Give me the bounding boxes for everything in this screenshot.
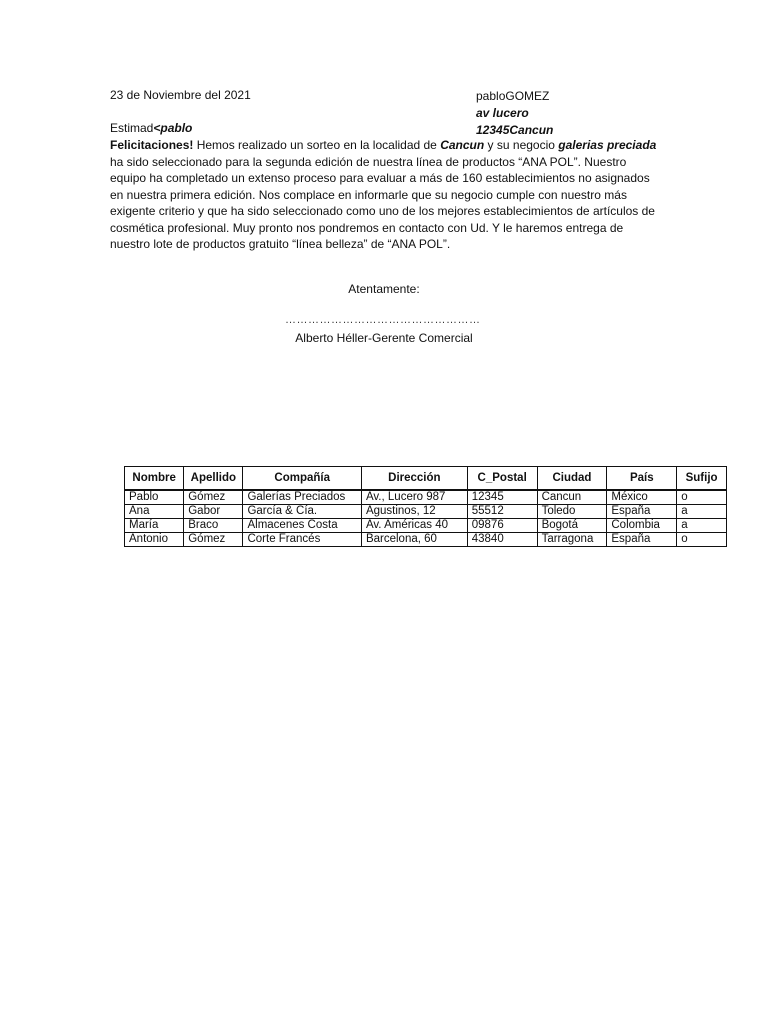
body-text-3: ha sido seleccionado para la segunda edición de nuestra línea de productos “ANA POL”. Nuestro equipo ha completado un extenso proceso para evaluar a más de 160 establecimientos no asignados en nuestra primera edición. Nos complace en informarle que su negocio cumple con nuestro más exigente criterio y que ha sido seleccionado como uno de los mejores establecimientos de artículos de cosmética profesional. Muy pronto nos pondremos en contacto con Ud. Y le haremos entrega de nuestro lote de productos gratuito “línea belleza” de “ANA POL”. xyxy=(110,154,655,251)
cell-compania: Almacenes Costa xyxy=(243,519,361,533)
cell-sufijo: o xyxy=(677,490,727,505)
header-pais: País xyxy=(607,467,677,491)
greeting xyxy=(110,121,192,135)
cell-c-postal: 09876 xyxy=(467,519,537,533)
header-c-postal: C_Postal xyxy=(467,467,537,491)
cell-nombre: Antonio xyxy=(125,533,184,547)
cell-sufijo: o xyxy=(677,533,727,547)
header-sufijo: Sufijo xyxy=(677,467,727,491)
body-text-2: y su negocio xyxy=(484,138,559,152)
cell-ciudad: Toledo xyxy=(537,505,607,519)
letter-body xyxy=(110,137,660,253)
cell-nombre: Ana xyxy=(125,505,184,519)
body-business: galerias preciada xyxy=(558,138,657,152)
data-table xyxy=(124,466,727,547)
cell-direccion: Barcelona, 60 xyxy=(361,533,467,547)
cell-direccion: Agustinos, 12 xyxy=(361,505,467,519)
letter-date: 23 de Noviembre del 2021 xyxy=(110,88,251,102)
table-row xyxy=(125,505,727,519)
cell-nombre: Pablo xyxy=(125,490,184,505)
cell-direccion: Av., Lucero 987 xyxy=(361,490,467,505)
recipient-address xyxy=(476,88,553,139)
cell-compania: Galerías Preciados xyxy=(243,490,361,505)
table-row xyxy=(125,533,727,547)
cell-apellido: Gómez xyxy=(184,533,243,547)
cell-pais: España xyxy=(607,533,677,547)
header-ciudad: Ciudad xyxy=(537,467,607,491)
greeting-prefix: Estimad xyxy=(110,121,154,135)
body-city: Cancun xyxy=(440,138,485,152)
cell-ciudad: Cancun xyxy=(537,490,607,505)
cell-pais: Colombia xyxy=(607,519,677,533)
cell-sufijo: a xyxy=(677,519,727,533)
cell-compania: García & Cía. xyxy=(243,505,361,519)
cell-c-postal: 55512 xyxy=(467,505,537,519)
table-row xyxy=(125,490,727,505)
recipient-street: av lucero xyxy=(476,106,529,120)
cell-direccion: Av. Américas 40 xyxy=(361,519,467,533)
cell-compania: Corte Francés xyxy=(243,533,361,547)
cell-ciudad: Tarragona xyxy=(537,533,607,547)
cell-apellido: Gómez xyxy=(184,490,243,505)
signature-line: …………………………………………… xyxy=(285,314,481,326)
cell-ciudad: Bogotá xyxy=(537,519,607,533)
header-nombre: Nombre xyxy=(125,467,184,491)
cell-pais: España xyxy=(607,505,677,519)
table-row xyxy=(125,519,727,533)
cell-apellido: Gabor xyxy=(184,505,243,519)
greeting-field: <pablo xyxy=(153,121,193,135)
cell-c-postal: 43840 xyxy=(467,533,537,547)
body-text-1: Hemos realizado un sorteo en la localidad de xyxy=(193,138,441,152)
felicitaciones: Felicitaciones! xyxy=(110,138,194,152)
closing: Atentamente: xyxy=(348,282,420,296)
recipient-postal-city: 12345Cancun xyxy=(476,123,554,137)
header-direccion: Dirección xyxy=(361,467,467,491)
cell-pais: México xyxy=(607,490,677,505)
table-header-row xyxy=(125,467,727,491)
signature: Alberto Héller-Gerente Comercial xyxy=(295,331,473,345)
header-compania: Compañía xyxy=(243,467,361,491)
cell-sufijo: a xyxy=(677,505,727,519)
recipient-name: pabloGOMEZ xyxy=(476,89,550,103)
cell-nombre: María xyxy=(125,519,184,533)
cell-apellido: Braco xyxy=(184,519,243,533)
header-apellido: Apellido xyxy=(184,467,243,491)
cell-c-postal: 12345 xyxy=(467,490,537,505)
